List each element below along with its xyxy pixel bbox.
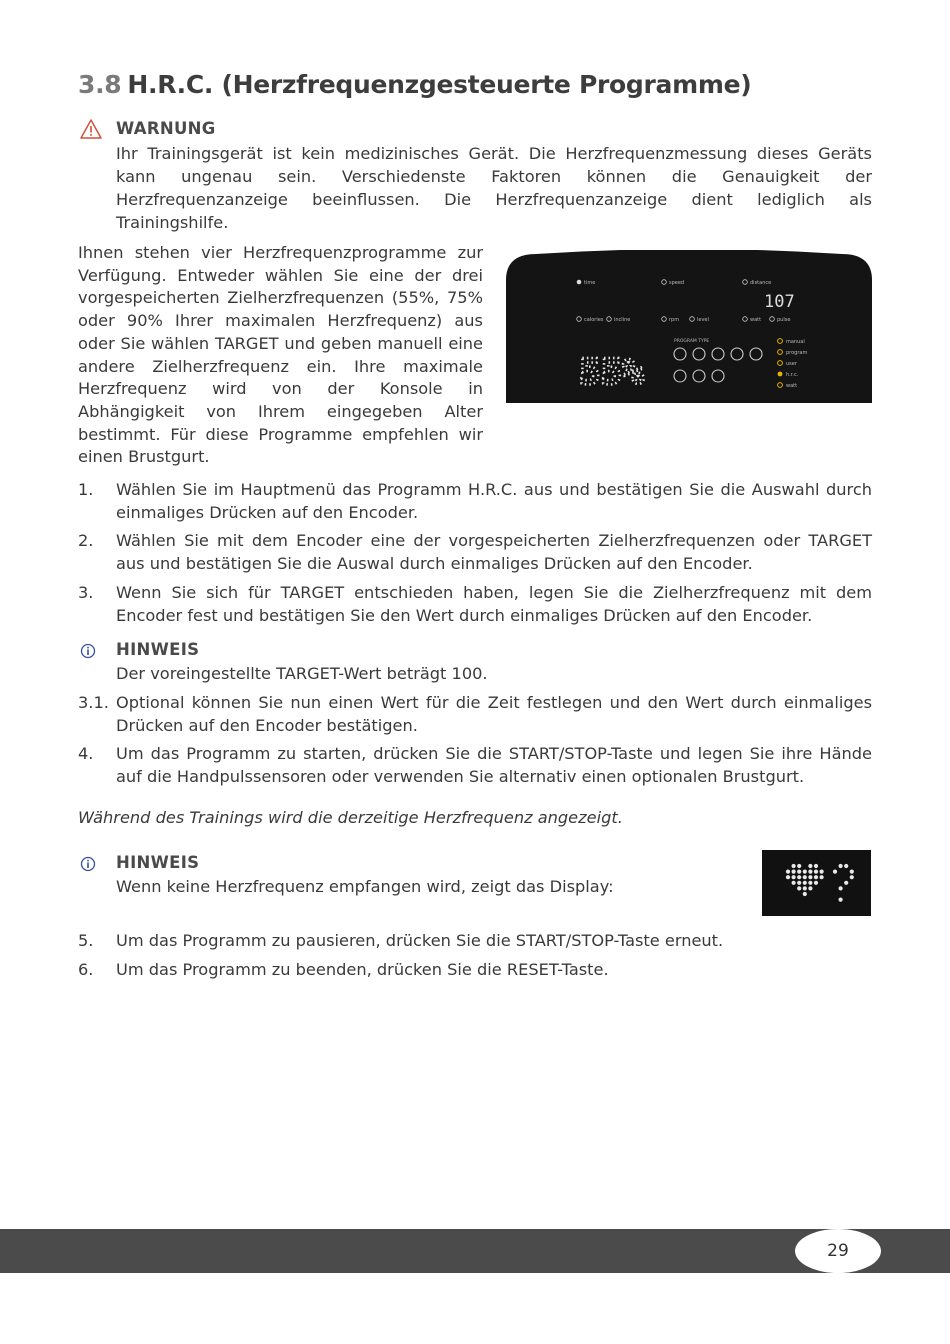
list-item-text: Optional können Sie nun einen Wert für die Zeit festlegen und den Wert durch einmaliges Drücken auf den Encoder bestätigen.: [116, 693, 872, 735]
list-item: [78, 691, 872, 737]
console-mode-manual: manual: [786, 339, 805, 345]
section-title: H.R.C. (Herzfrequenzgesteuerte Programme): [127, 70, 752, 99]
matrix-dot: [803, 886, 807, 890]
matrix-dot: [814, 864, 818, 868]
console-mode-program: program: [786, 350, 808, 356]
matrix-dot: [839, 886, 843, 890]
matrix-dot: [808, 881, 812, 885]
matrix-dot: [839, 864, 843, 868]
list-item-number: 1.: [78, 480, 94, 499]
list-item-number: 3.: [78, 583, 94, 602]
list-item-text: Um das Programm zu beenden, drücken Sie die RESET-Taste.: [116, 960, 609, 979]
console-label-watt: watt: [750, 317, 762, 323]
list-item: [78, 529, 872, 575]
console-program-type: PROGRAM TYPE: [674, 339, 710, 344]
list-item: [78, 958, 872, 981]
warning-text: Ihr Trainingsgerät ist kein medizinisches Gerät. Die Herzfrequenzmessung dieses Geräts kann ungenau sein. Verschiedenste Faktoren können die Genauigkeit der Herzfrequenzanzeige beeinflussen. Die Herzfrequenzanzeige dient lediglich als Trainingshilfe.: [116, 144, 872, 232]
console-mode-watt: watt: [786, 383, 798, 389]
list-item-text: Um das Programm zu starten, drücken Sie die START/STOP-Taste und legen Sie ihre Hände auf die Handpulssensoren oder verwenden Sie alternativ einen optionalen Brustgurt.: [116, 744, 872, 786]
console-label-calories: calories: [584, 317, 604, 323]
console-mode-user: user: [786, 361, 797, 367]
console-readout: 107: [764, 292, 795, 312]
matrix-dot: [797, 875, 801, 879]
hint-text: Der voreingestellte TARGET-Wert beträgt 100.: [116, 664, 488, 683]
console-label-speed: speed: [669, 280, 685, 286]
console-label-time: time: [584, 280, 596, 286]
page-number: [795, 1229, 881, 1273]
list-item-number: 2.: [78, 531, 94, 550]
no-heartrate-display-image: [762, 850, 871, 916]
console-display-image: [506, 250, 872, 403]
matrix-dot: [814, 875, 818, 879]
matrix-dot: [803, 875, 807, 879]
list-item-number: 3.1.: [78, 693, 109, 712]
warning-triangle-icon: [80, 119, 102, 139]
matrix-dot: [792, 875, 796, 879]
list-item-text: Um das Programm zu pausieren, drücken Sie die START/STOP-Taste erneut.: [116, 931, 724, 950]
matrix-dot: [844, 864, 848, 868]
matrix-dot: [820, 870, 824, 874]
matrix-dot: [833, 870, 837, 874]
matrix-dot: [792, 881, 796, 885]
list-item: [78, 581, 872, 627]
matrix-dot: [797, 870, 801, 874]
matrix-dot: [797, 886, 801, 890]
matrix-dot: [808, 886, 812, 890]
matrix-dot: [850, 875, 854, 879]
list-item-text: Wenn Sie sich für TARGET entschieden haben, legen Sie die Zielherzfrequenz mit dem Encoder fest und bestätigen Sie den Wert durch einmaliges Drücken auf den Encoder.: [116, 583, 872, 625]
matrix-dot: [808, 875, 812, 879]
matrix-dot: [850, 870, 854, 874]
matrix-dot: [803, 892, 807, 896]
info-circle-icon: [80, 643, 96, 659]
matrix-dot: [786, 875, 790, 879]
italic-note: Während des Trainings wird die derzeitige Herzfrequenz angezeigt.: [78, 808, 623, 827]
matrix-dot: [803, 870, 807, 874]
matrix-dot: [786, 870, 790, 874]
list-item: [78, 929, 872, 952]
warning-label: WARNUNG: [116, 119, 216, 138]
svg-text:55%: 55%: [579, 352, 645, 393]
console-mode-hrc: h.r.c.: [786, 372, 799, 378]
matrix-dot: [820, 875, 824, 879]
console-label-distance: distance: [750, 280, 772, 286]
matrix-dot: [797, 864, 801, 868]
list-item: [78, 742, 872, 788]
console-big-readout: [579, 352, 644, 393]
console-label-pulse: pulse: [777, 317, 791, 323]
section-heading: [78, 70, 751, 99]
hint-label: HINWEIS: [116, 853, 200, 872]
list-item-number: 6.: [78, 960, 94, 979]
heart-question-dots: [762, 850, 871, 916]
info-circle-icon: [80, 856, 96, 872]
intro-paragraph: Ihnen stehen vier Herzfrequenzprogramme zur Verfügung. Entweder wählen Sie eine der drei vorgespeicherten Zielherzfrequenzen (55%, 75% oder 90% Ihrer maximalen Herzfrequenz) aus oder Sie wählen TARGET und geben manuell eine andere Zielherzfrequenz ein. Ihre maximale Herzfrequenz wird von der Konsole in Abhängigkeit von Ihrem eingegeben Alter bestimmt. Für diese Programme empfehlen wir einen Brustgurt.: [78, 243, 483, 467]
matrix-dot: [803, 881, 807, 885]
matrix-dot: [797, 881, 801, 885]
hint-text: Wenn keine Herzfrequenz empfangen wird, zeigt das Display:: [116, 877, 614, 896]
matrix-dot: [808, 870, 812, 874]
hint-label: HINWEIS: [116, 640, 200, 659]
matrix-dot: [792, 870, 796, 874]
matrix-dot: [844, 881, 848, 885]
console-label-incline: incline: [614, 317, 631, 323]
matrix-dot: [814, 870, 818, 874]
list-item: [78, 478, 872, 524]
section-number: 3.8: [78, 70, 122, 99]
console-label-rpm: rpm: [669, 317, 680, 323]
list-item-number: 5.: [78, 931, 94, 950]
matrix-dot: [839, 898, 843, 902]
page-number-text: 29: [827, 1241, 849, 1261]
console-label-level: level: [697, 317, 709, 323]
list-item-number: 4.: [78, 744, 94, 763]
matrix-dot: [814, 881, 818, 885]
matrix-dot: [808, 864, 812, 868]
list-item-text: Wählen Sie im Hauptmenü das Programm H.R.C. aus und bestätigen Sie die Auswahl durch einmaliges Drücken auf den Encoder.: [116, 480, 872, 522]
list-item-text: Wählen Sie mit dem Encoder eine der vorgespeicherten Zielherzfrequenzen oder TARGET aus und bestätigen Sie die Auswal durch einmaliges Drücken auf den Encoder.: [116, 531, 872, 573]
matrix-dot: [792, 864, 796, 868]
